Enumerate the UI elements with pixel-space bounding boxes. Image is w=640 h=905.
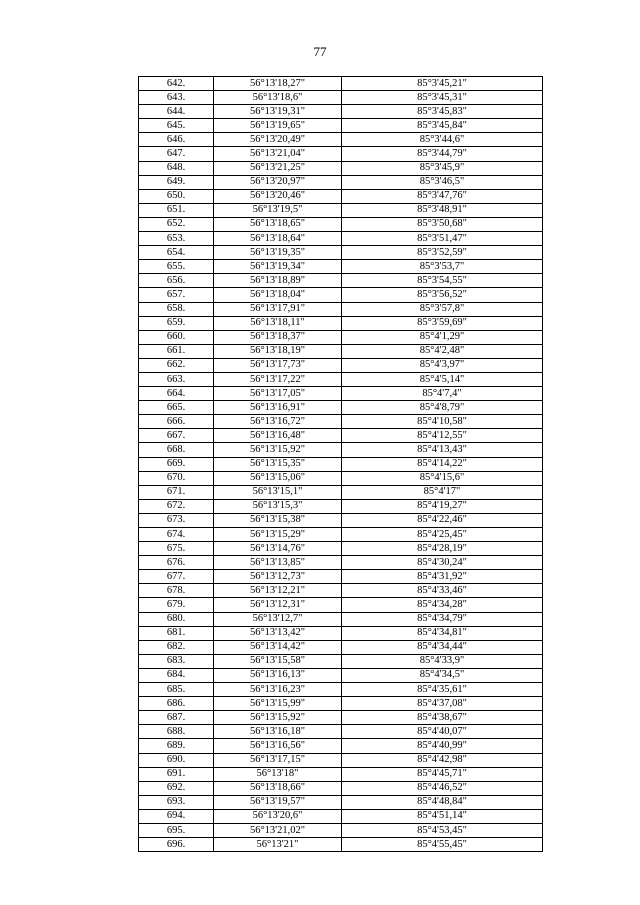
table-row	[139, 542, 543, 556]
point-number-cell: 648.	[139, 161, 214, 175]
point-number-cell: 680.	[139, 612, 214, 626]
point-number-cell: 654.	[139, 246, 214, 260]
longitude-cell: 85°3'47,76"	[342, 189, 543, 203]
latitude-cell: 56°13'18,27"	[214, 77, 342, 91]
latitude-cell: 56°13'17,15"	[214, 753, 342, 767]
table-row	[139, 499, 543, 513]
longitude-cell: 85°4'33,46"	[342, 584, 543, 598]
latitude-cell: 56°13'20,97"	[214, 175, 342, 189]
longitude-cell: 85°4'25,45"	[342, 528, 543, 542]
longitude-cell: 85°4'5,14"	[342, 372, 543, 386]
latitude-cell: 56°13'21,02"	[214, 823, 342, 837]
longitude-cell: 85°4'48,84"	[342, 795, 543, 809]
table-row	[139, 105, 543, 119]
point-number-cell: 657.	[139, 288, 214, 302]
table-row	[139, 316, 543, 330]
point-number-cell: 694.	[139, 809, 214, 823]
latitude-cell: 56°13'15,35"	[214, 457, 342, 471]
latitude-cell: 56°13'18,37"	[214, 330, 342, 344]
latitude-cell: 56°13'18,66"	[214, 781, 342, 795]
longitude-cell: 85°3'44,79"	[342, 147, 543, 161]
longitude-cell: 85°3'46,5"	[342, 175, 543, 189]
longitude-cell: 85°4'37,08"	[342, 697, 543, 711]
table-row	[139, 274, 543, 288]
table-row	[139, 260, 543, 274]
latitude-cell: 56°13'13,85"	[214, 556, 342, 570]
latitude-cell: 56°13'18,89"	[214, 274, 342, 288]
latitude-cell: 56°13'17,22"	[214, 372, 342, 386]
table-row	[139, 443, 543, 457]
table-row	[139, 232, 543, 246]
latitude-cell: 56°13'15,38"	[214, 513, 342, 527]
latitude-cell: 56°13'17,73"	[214, 358, 342, 372]
table-row	[139, 739, 543, 753]
point-number-cell: 662.	[139, 358, 214, 372]
point-number-cell: 687.	[139, 711, 214, 725]
table-row	[139, 302, 543, 316]
point-number-cell: 689.	[139, 739, 214, 753]
table-row	[139, 358, 543, 372]
table-row	[139, 471, 543, 485]
table-row	[139, 485, 543, 499]
longitude-cell: 85°4'40,07"	[342, 725, 543, 739]
latitude-cell: 56°13'12,21"	[214, 584, 342, 598]
table-row	[139, 683, 543, 697]
latitude-cell: 56°13'19,35"	[214, 246, 342, 260]
point-number-cell: 646.	[139, 133, 214, 147]
latitude-cell: 56°13'16,91"	[214, 401, 342, 415]
point-number-cell: 696.	[139, 838, 214, 852]
latitude-cell: 56°13'12,7"	[214, 612, 342, 626]
longitude-cell: 85°4'2,48"	[342, 344, 543, 358]
point-number-cell: 661.	[139, 344, 214, 358]
latitude-cell: 56°13'19,57"	[214, 795, 342, 809]
longitude-cell: 85°3'45,9"	[342, 161, 543, 175]
latitude-cell: 56°13'18,6"	[214, 91, 342, 105]
longitude-cell: 85°4'55,45"	[342, 838, 543, 852]
longitude-cell: 85°4'42,98"	[342, 753, 543, 767]
latitude-cell: 56°13'16,13"	[214, 668, 342, 682]
table-row	[139, 781, 543, 795]
longitude-cell: 85°4'40,99"	[342, 739, 543, 753]
point-number-cell: 651.	[139, 203, 214, 217]
latitude-cell: 56°13'17,05"	[214, 387, 342, 401]
latitude-cell: 56°13'15,29"	[214, 528, 342, 542]
longitude-cell: 85°3'48,91"	[342, 203, 543, 217]
point-number-cell: 667.	[139, 429, 214, 443]
longitude-cell: 85°3'44,6"	[342, 133, 543, 147]
point-number-cell: 655.	[139, 260, 214, 274]
table-row	[139, 161, 543, 175]
longitude-cell: 85°3'45,21"	[342, 77, 543, 91]
table-row	[139, 77, 543, 91]
longitude-cell: 85°4'51,14"	[342, 809, 543, 823]
table-row	[139, 753, 543, 767]
longitude-cell: 85°4'12,55"	[342, 429, 543, 443]
point-number-cell: 678.	[139, 584, 214, 598]
table-row	[139, 838, 543, 852]
point-number-cell: 672.	[139, 499, 214, 513]
latitude-cell: 56°13'19,5"	[214, 203, 342, 217]
table-row	[139, 654, 543, 668]
table-row	[139, 415, 543, 429]
latitude-cell: 56°13'19,34"	[214, 260, 342, 274]
longitude-cell: 85°4'13,43"	[342, 443, 543, 457]
point-number-cell: 644.	[139, 105, 214, 119]
point-number-cell: 688.	[139, 725, 214, 739]
table-row	[139, 584, 543, 598]
latitude-cell: 56°13'15,06"	[214, 471, 342, 485]
longitude-cell: 85°4'10,58"	[342, 415, 543, 429]
latitude-cell: 56°13'15,3"	[214, 499, 342, 513]
latitude-cell: 56°13'16,18"	[214, 725, 342, 739]
latitude-cell: 56°13'20,49"	[214, 133, 342, 147]
longitude-cell: 85°3'50,68"	[342, 217, 543, 231]
point-number-cell: 649.	[139, 175, 214, 189]
longitude-cell: 85°3'56,52"	[342, 288, 543, 302]
latitude-cell: 56°13'18,04"	[214, 288, 342, 302]
longitude-cell: 85°3'51,47"	[342, 232, 543, 246]
latitude-cell: 56°13'15,92"	[214, 443, 342, 457]
table-row	[139, 711, 543, 725]
point-number-cell: 691.	[139, 767, 214, 781]
latitude-cell: 56°13'18,65"	[214, 217, 342, 231]
table-row	[139, 288, 543, 302]
table-row	[139, 626, 543, 640]
longitude-cell: 85°4'33,9"	[342, 654, 543, 668]
table-row	[139, 372, 543, 386]
point-number-cell: 671.	[139, 485, 214, 499]
point-number-cell: 665.	[139, 401, 214, 415]
table-row	[139, 330, 543, 344]
longitude-cell: 85°4'34,5"	[342, 668, 543, 682]
longitude-cell: 85°4'17"	[342, 485, 543, 499]
latitude-cell: 56°13'16,23"	[214, 683, 342, 697]
latitude-cell: 56°13'16,72"	[214, 415, 342, 429]
table-row	[139, 91, 543, 105]
point-number-cell: 668.	[139, 443, 214, 457]
latitude-cell: 56°13'12,73"	[214, 570, 342, 584]
table-row	[139, 387, 543, 401]
longitude-cell: 85°4'8,79"	[342, 401, 543, 415]
table-row	[139, 217, 543, 231]
longitude-cell: 85°3'45,83"	[342, 105, 543, 119]
table-row	[139, 767, 543, 781]
table-row	[139, 513, 543, 527]
point-number-cell: 647.	[139, 147, 214, 161]
point-number-cell: 679.	[139, 598, 214, 612]
point-number-cell: 664.	[139, 387, 214, 401]
table-row	[139, 246, 543, 260]
point-number-cell: 656.	[139, 274, 214, 288]
longitude-cell: 85°4'1,29"	[342, 330, 543, 344]
longitude-cell: 85°4'30,24"	[342, 556, 543, 570]
point-number-cell: 660.	[139, 330, 214, 344]
latitude-cell: 56°13'18,64"	[214, 232, 342, 246]
table-row	[139, 203, 543, 217]
point-number-cell: 652.	[139, 217, 214, 231]
table-row	[139, 612, 543, 626]
table-row	[139, 401, 543, 415]
latitude-cell: 56°13'18,19"	[214, 344, 342, 358]
point-number-cell: 682.	[139, 640, 214, 654]
point-number-cell: 645.	[139, 119, 214, 133]
point-number-cell: 658.	[139, 302, 214, 316]
longitude-cell: 85°4'7,4"	[342, 387, 543, 401]
point-number-cell: 674.	[139, 528, 214, 542]
point-number-cell: 670.	[139, 471, 214, 485]
point-number-cell: 666.	[139, 415, 214, 429]
latitude-cell: 56°13'17,91"	[214, 302, 342, 316]
longitude-cell: 85°4'31,92"	[342, 570, 543, 584]
latitude-cell: 56°13'18,11"	[214, 316, 342, 330]
point-number-cell: 675.	[139, 542, 214, 556]
table-row	[139, 133, 543, 147]
point-number-cell: 669.	[139, 457, 214, 471]
longitude-cell: 85°3'52,59"	[342, 246, 543, 260]
latitude-cell: 56°13'19,31"	[214, 105, 342, 119]
latitude-cell: 56°13'16,56"	[214, 739, 342, 753]
point-number-cell: 690.	[139, 753, 214, 767]
table-row	[139, 795, 543, 809]
longitude-cell: 85°3'59,69"	[342, 316, 543, 330]
latitude-cell: 56°13'19,65"	[214, 119, 342, 133]
latitude-cell: 56°13'15,92"	[214, 711, 342, 725]
latitude-cell: 56°13'16,48"	[214, 429, 342, 443]
longitude-cell: 85°4'38,67"	[342, 711, 543, 725]
latitude-cell: 56°13'20,6"	[214, 809, 342, 823]
longitude-cell: 85°4'34,28"	[342, 598, 543, 612]
longitude-cell: 85°4'3,97"	[342, 358, 543, 372]
coordinates-table-body	[139, 77, 543, 852]
latitude-cell: 56°13'21,25"	[214, 161, 342, 175]
point-number-cell: 676.	[139, 556, 214, 570]
latitude-cell: 56°13'15,58"	[214, 654, 342, 668]
latitude-cell: 56°13'13,42"	[214, 626, 342, 640]
table-row	[139, 668, 543, 682]
latitude-cell: 56°13'21,04"	[214, 147, 342, 161]
latitude-cell: 56°13'18"	[214, 767, 342, 781]
table-row	[139, 147, 543, 161]
table-row	[139, 598, 543, 612]
longitude-cell: 85°4'53,45"	[342, 823, 543, 837]
point-number-cell: 650.	[139, 189, 214, 203]
point-number-cell: 673.	[139, 513, 214, 527]
table-row	[139, 189, 543, 203]
longitude-cell: 85°4'34,44"	[342, 640, 543, 654]
point-number-cell: 681.	[139, 626, 214, 640]
latitude-cell: 56°13'20,46"	[214, 189, 342, 203]
coordinates-table	[138, 76, 543, 852]
point-number-cell: 695.	[139, 823, 214, 837]
table-row	[139, 429, 543, 443]
latitude-cell: 56°13'15,1"	[214, 485, 342, 499]
point-number-cell: 686.	[139, 697, 214, 711]
longitude-cell: 85°4'46,52"	[342, 781, 543, 795]
point-number-cell: 692.	[139, 781, 214, 795]
latitude-cell: 56°13'12,31"	[214, 598, 342, 612]
table-row	[139, 556, 543, 570]
longitude-cell: 85°4'19,27"	[342, 499, 543, 513]
table-row	[139, 725, 543, 739]
table-row	[139, 809, 543, 823]
longitude-cell: 85°3'53,7"	[342, 260, 543, 274]
latitude-cell: 56°13'14,76"	[214, 542, 342, 556]
longitude-cell: 85°3'57,8"	[342, 302, 543, 316]
longitude-cell: 85°3'45,31"	[342, 91, 543, 105]
longitude-cell: 85°3'45,84"	[342, 119, 543, 133]
latitude-cell: 56°13'14,42"	[214, 640, 342, 654]
table-row	[139, 570, 543, 584]
point-number-cell: 653.	[139, 232, 214, 246]
table-row	[139, 119, 543, 133]
point-number-cell: 683.	[139, 654, 214, 668]
table-row	[139, 344, 543, 358]
longitude-cell: 85°4'45,71"	[342, 767, 543, 781]
longitude-cell: 85°4'14,22"	[342, 457, 543, 471]
table-row	[139, 823, 543, 837]
longitude-cell: 85°4'35,61"	[342, 683, 543, 697]
table-row	[139, 175, 543, 189]
point-number-cell: 663.	[139, 372, 214, 386]
longitude-cell: 85°4'15,6"	[342, 471, 543, 485]
longitude-cell: 85°3'54,55"	[342, 274, 543, 288]
table-row	[139, 697, 543, 711]
longitude-cell: 85°4'34,79"	[342, 612, 543, 626]
point-number-cell: 684.	[139, 668, 214, 682]
longitude-cell: 85°4'22,46"	[342, 513, 543, 527]
point-number-cell: 677.	[139, 570, 214, 584]
latitude-cell: 56°13'15,99"	[214, 697, 342, 711]
point-number-cell: 642.	[139, 77, 214, 91]
point-number-cell: 685.	[139, 683, 214, 697]
latitude-cell: 56°13'21"	[214, 838, 342, 852]
table-row	[139, 528, 543, 542]
page-number: 77	[313, 44, 327, 59]
point-number-cell: 643.	[139, 91, 214, 105]
point-number-cell: 693.	[139, 795, 214, 809]
longitude-cell: 85°4'34,81"	[342, 626, 543, 640]
table-row	[139, 640, 543, 654]
longitude-cell: 85°4'28,19"	[342, 542, 543, 556]
table-row	[139, 457, 543, 471]
point-number-cell: 659.	[139, 316, 214, 330]
